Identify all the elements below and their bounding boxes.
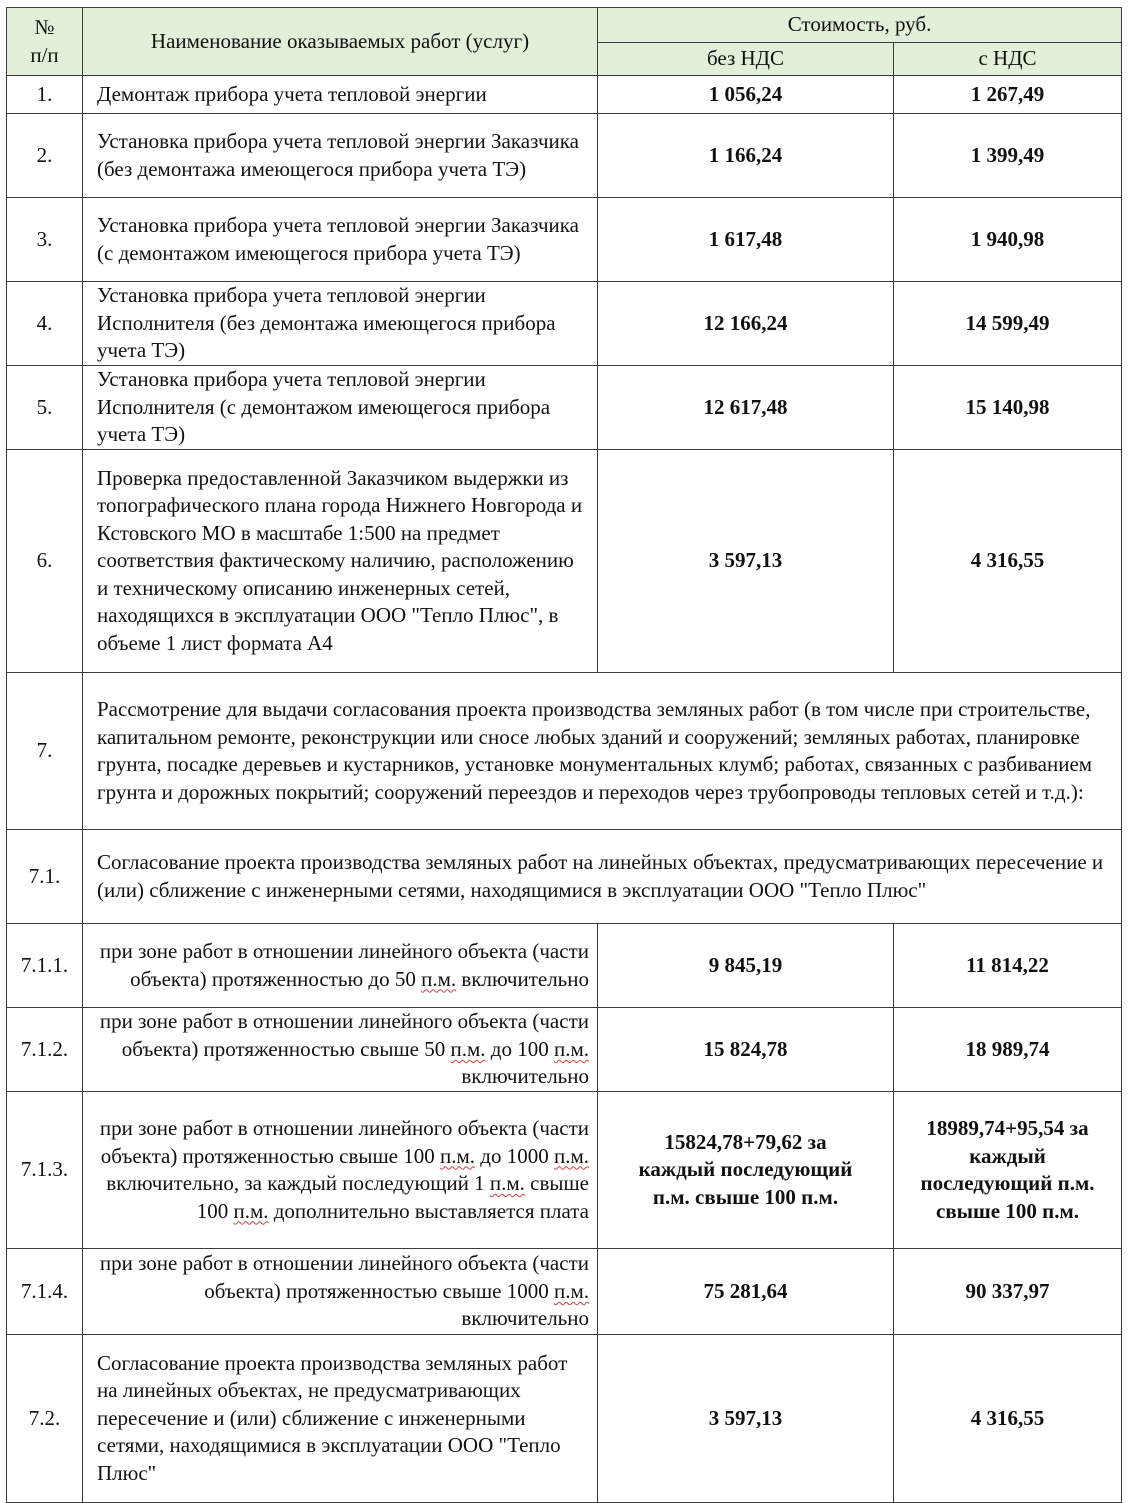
document-page <box>6 7 1122 1503</box>
row-num: 7.1.3. <box>7 1092 83 1249</box>
row-without-vat: 12 166,24 <box>598 282 894 366</box>
row-num: 3. <box>7 198 83 282</box>
text: свыше 100 <box>196 1171 589 1223</box>
text: п.м. <box>440 1143 476 1168</box>
text: п.м. <box>450 1036 486 1061</box>
table-row <box>7 198 1122 282</box>
row-name <box>83 1092 598 1249</box>
row-without-vat: 9 845,19 <box>598 924 894 1008</box>
row-with-vat: 11 814,22 <box>894 924 1122 1008</box>
row-with-vat: 4 316,55 <box>894 1335 1122 1503</box>
row-without-vat: 3 597,13 <box>598 450 894 673</box>
text: п.м. <box>553 1143 589 1168</box>
row-name: Установка прибора учета тепловой энергии Исполнителя (без демонтажа имеющегося прибора учета ТЭ) <box>83 282 598 366</box>
text: включительно <box>461 1064 589 1089</box>
row-num: 2. <box>7 114 83 198</box>
text: при зоне работ в отношении линейного объекта (части объекта) протяженностью свыше 100 <box>99 1116 589 1168</box>
row-num: 7.1.1. <box>7 924 83 1008</box>
row-name: Установка прибора учета тепловой энергии Заказчика (с демонтажом имеющегося прибора учета ТЭ) <box>83 198 598 282</box>
header-num <box>7 8 83 76</box>
row-without-vat: 3 597,13 <box>598 1335 894 1503</box>
header-cost: Стоимость, руб. <box>598 8 1122 43</box>
row-num: 6. <box>7 450 83 673</box>
row-with-vat: 1 267,49 <box>894 76 1122 114</box>
table-row <box>7 76 1122 114</box>
row-num: 7.1.2. <box>7 1008 83 1092</box>
row-num: 4. <box>7 282 83 366</box>
row-with-vat: 4 316,55 <box>894 450 1122 673</box>
row-with-vat: 1 399,49 <box>894 114 1122 198</box>
text: при зоне работ в отношении линейного объекта (части объекта) протяженностью до 50 <box>99 939 589 991</box>
row-name: Установка прибора учета тепловой энергии Заказчика (без демонтажа имеющегося прибора учета ТЭ) <box>83 114 598 198</box>
row-without-vat: 1 166,24 <box>598 114 894 198</box>
row-name <box>83 1008 598 1092</box>
text: п.м. <box>553 1036 589 1061</box>
row-with-vat: 15 140,98 <box>894 366 1122 450</box>
table-row <box>7 924 1122 1008</box>
table-row <box>7 1249 1122 1335</box>
text: п.м. <box>489 1171 525 1195</box>
row-num: 7.2. <box>7 1335 83 1503</box>
row-with-vat: 1 940,98 <box>894 198 1122 282</box>
text: п.м. <box>421 966 457 991</box>
row-num: 1. <box>7 76 83 114</box>
row-without-vat: 12 617,48 <box>598 366 894 450</box>
row-name: Демонтаж прибора учета тепловой энергии <box>83 76 598 114</box>
row-without-vat: 1 617,48 <box>598 198 894 282</box>
text: до 1000 <box>475 1143 554 1168</box>
table-row <box>7 1008 1122 1092</box>
text: включительно <box>461 1306 589 1331</box>
row-name: Установка прибора учета тепловой энергии Исполнителя (с демонтажом имеющегося прибора учета ТЭ) <box>83 366 598 450</box>
text: до 100 <box>485 1036 554 1061</box>
row-with-vat: 18989,74+95,54 за каждый последующий п.м. свыше 100 п.м. <box>894 1092 1122 1249</box>
row-with-vat: 90 337,97 <box>894 1249 1122 1335</box>
price-table <box>6 7 1122 1503</box>
row-with-vat: 14 599,49 <box>894 282 1122 366</box>
num-label-line2: п/п <box>30 42 59 67</box>
row-with-vat: 18 989,74 <box>894 1008 1122 1092</box>
text: при зоне работ в отношении линейного объекта (части объекта) протяженностью свыше 1000 <box>99 1251 589 1303</box>
table-row <box>7 282 1122 366</box>
row-without-vat: 1 056,24 <box>598 76 894 114</box>
header-name: Наименование оказываемых работ (услуг) <box>83 8 598 76</box>
row-without-vat: 15 824,78 <box>598 1008 894 1092</box>
table-row <box>7 1335 1122 1503</box>
table-row-section <box>7 673 1122 830</box>
row-name: Проверка предоставленной Заказчиком выдержки из топографического плана города Нижнего Новгорода и Кстовского МО в масштабе 1:500 на предмет соответствия фактическому наличию, расположению и техническому описанию инженерных сетей, находящихся в эксплуатации ООО "Тепло Плюс", в объеме 1 лист формата А4 <box>83 450 598 673</box>
row-name <box>83 1249 598 1335</box>
row-name <box>83 924 598 1008</box>
table-row <box>7 1092 1122 1249</box>
row-without-vat: 15824,78+79,62 за каждый последующий п.м. свыше 100 п.м. <box>598 1092 894 1249</box>
row-num: 7.1. <box>7 830 83 924</box>
text: п.м. <box>233 1198 269 1223</box>
table-row <box>7 366 1122 450</box>
row-num: 5. <box>7 366 83 450</box>
header-without-vat: без НДС <box>598 43 894 76</box>
text: дополнительно выставляется плата <box>268 1198 589 1223</box>
text: при зоне работ в отношении линейного объекта (части объекта) протяженностью свыше 50 <box>99 1009 589 1061</box>
text: включительно, за каждый последующий 1 <box>106 1171 490 1195</box>
table-row-section <box>7 830 1122 924</box>
text: включительно <box>456 966 589 991</box>
row-section-text: Согласование проекта производства земляных работ на линейных объектах, предусматривающих пересечение и (или) сближение с инженерными сетями, находящимися в эксплуатации ООО "Тепло Плюс" <box>83 830 1122 924</box>
row-section-text: Рассмотрение для выдачи согласования проекта производства земляных работ (в том числе при строительстве, капитальном ремонте, реконструкции или сносе любых зданий и сооружений; земляных работах, планировке грунта, посадке деревьев и кустарников, установке монументальных клумб; работах, связанных с разбиванием грунта и дорожных покрытий; сооружений переездов и переходов через трубопроводы тепловых сетей и т.д.): <box>83 673 1122 830</box>
row-num: 7. <box>7 673 83 830</box>
header-with-vat: с НДС <box>894 43 1122 76</box>
row-name: Согласование проекта производства земляных работ на линейных объектах, не предусматривающих пересечение и (или) сближение с инженерными сетями, находящимися в эксплуатации ООО "Тепло Плюс" <box>83 1335 598 1503</box>
row-num: 7.1.4. <box>7 1249 83 1335</box>
table-row <box>7 114 1122 198</box>
table-row <box>7 450 1122 673</box>
row-without-vat: 75 281,64 <box>598 1249 894 1335</box>
text: п.м. <box>553 1278 589 1303</box>
num-label-line1: № <box>34 15 55 39</box>
